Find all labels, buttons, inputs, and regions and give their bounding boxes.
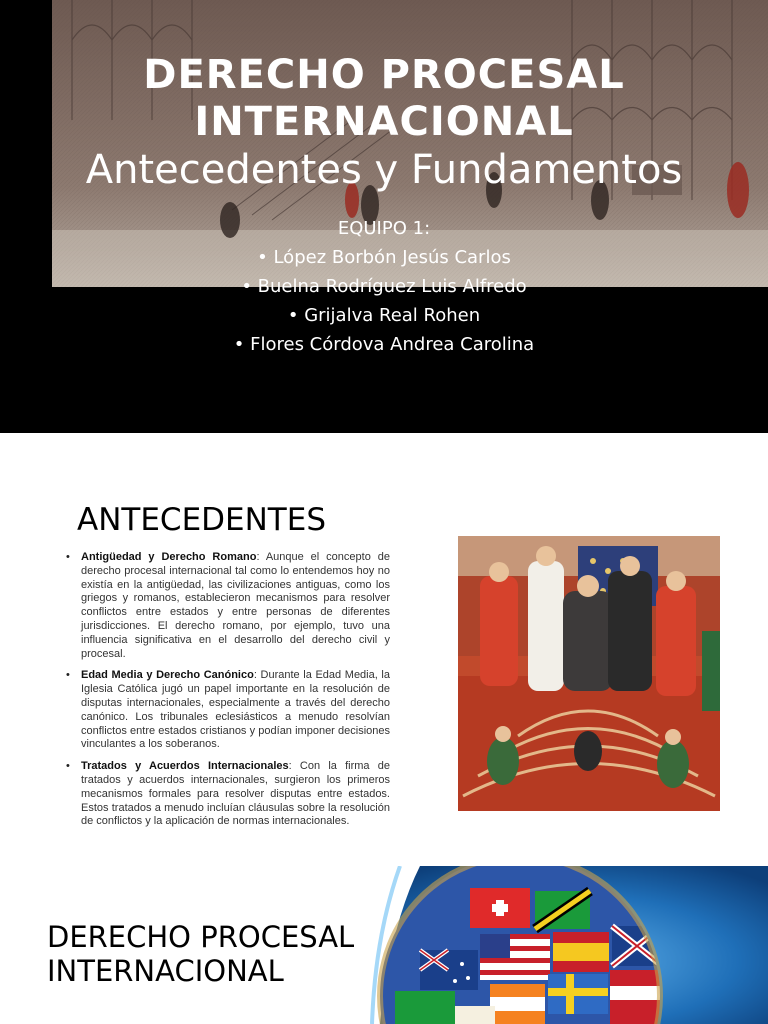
team-member: • Grijalva Real Rohen (0, 305, 768, 327)
list-item (66, 551, 390, 661)
bullet-text: : Con la firma de tratados y acuerdos internacionales, surgieron los primeros mecanismos formales para resolver disputas entre estados. Estos tratados a menudo incluían cláusulas sobre la resolución de conflictos y la aplicación de normas internacionales. (81, 760, 391, 828)
derecho-procesal-slide (0, 866, 768, 1024)
bullet-text: : Durante la Edad Media, la Iglesia Católica jugó un papel importante en la resolución de disputas internacionales, especialmente a través del derecho canónico. Los tribunales eclesiásticos a menudo resolvían conflictos entre estados cristianos y podían imponer decisiones vinculantes a los soberanos. (81, 669, 390, 751)
section-title: ANTECEDENTES (77, 502, 326, 538)
antecedentes-list (66, 551, 390, 837)
title-slide (0, 0, 768, 433)
bullet-text: : Aunque el concepto de derecho procesal internacional tal como lo entendemos hoy no existía en la antigüedad, las civilizaciones antiguas, como los griegos y romanos, establecieron mecanismos para resolver conflictos entre estados y entre personas de diferentes jurisdicciones. El derecho romano, por ejemplo, tuvo una influencia significativa en el desarrollo del derecho civil y procesal. (81, 551, 390, 660)
medieval-painting-image (458, 536, 720, 811)
slide-title-line1: DERECHO PROCESAL (47, 920, 355, 954)
antecedentes-slide (0, 433, 768, 866)
team-member: • Flores Córdova Andrea Carolina (0, 334, 768, 356)
slide-title-line1: DERECHO PROCESAL (143, 52, 625, 98)
team-member: • Buelna Rodríguez Luis Alfredo (0, 276, 768, 298)
slide-title-line2: INTERNACIONAL (194, 99, 574, 145)
bullet-heading: Tratados y Acuerdos Internacionales (81, 760, 289, 773)
list-item (66, 669, 390, 752)
team-member: • López Borbón Jesús Carlos (0, 247, 768, 269)
slide-subtitle: Antecedentes y Fundamentos (85, 147, 683, 193)
bullet-heading: Edad Media y Derecho Canónico (81, 669, 254, 682)
slide-title (47, 920, 354, 988)
bullet-heading: Antigüedad y Derecho Romano (81, 551, 257, 563)
slide-title-line2: INTERNACIONAL (47, 954, 284, 988)
team-label: EQUIPO 1: (337, 218, 431, 239)
list-item (66, 760, 390, 829)
